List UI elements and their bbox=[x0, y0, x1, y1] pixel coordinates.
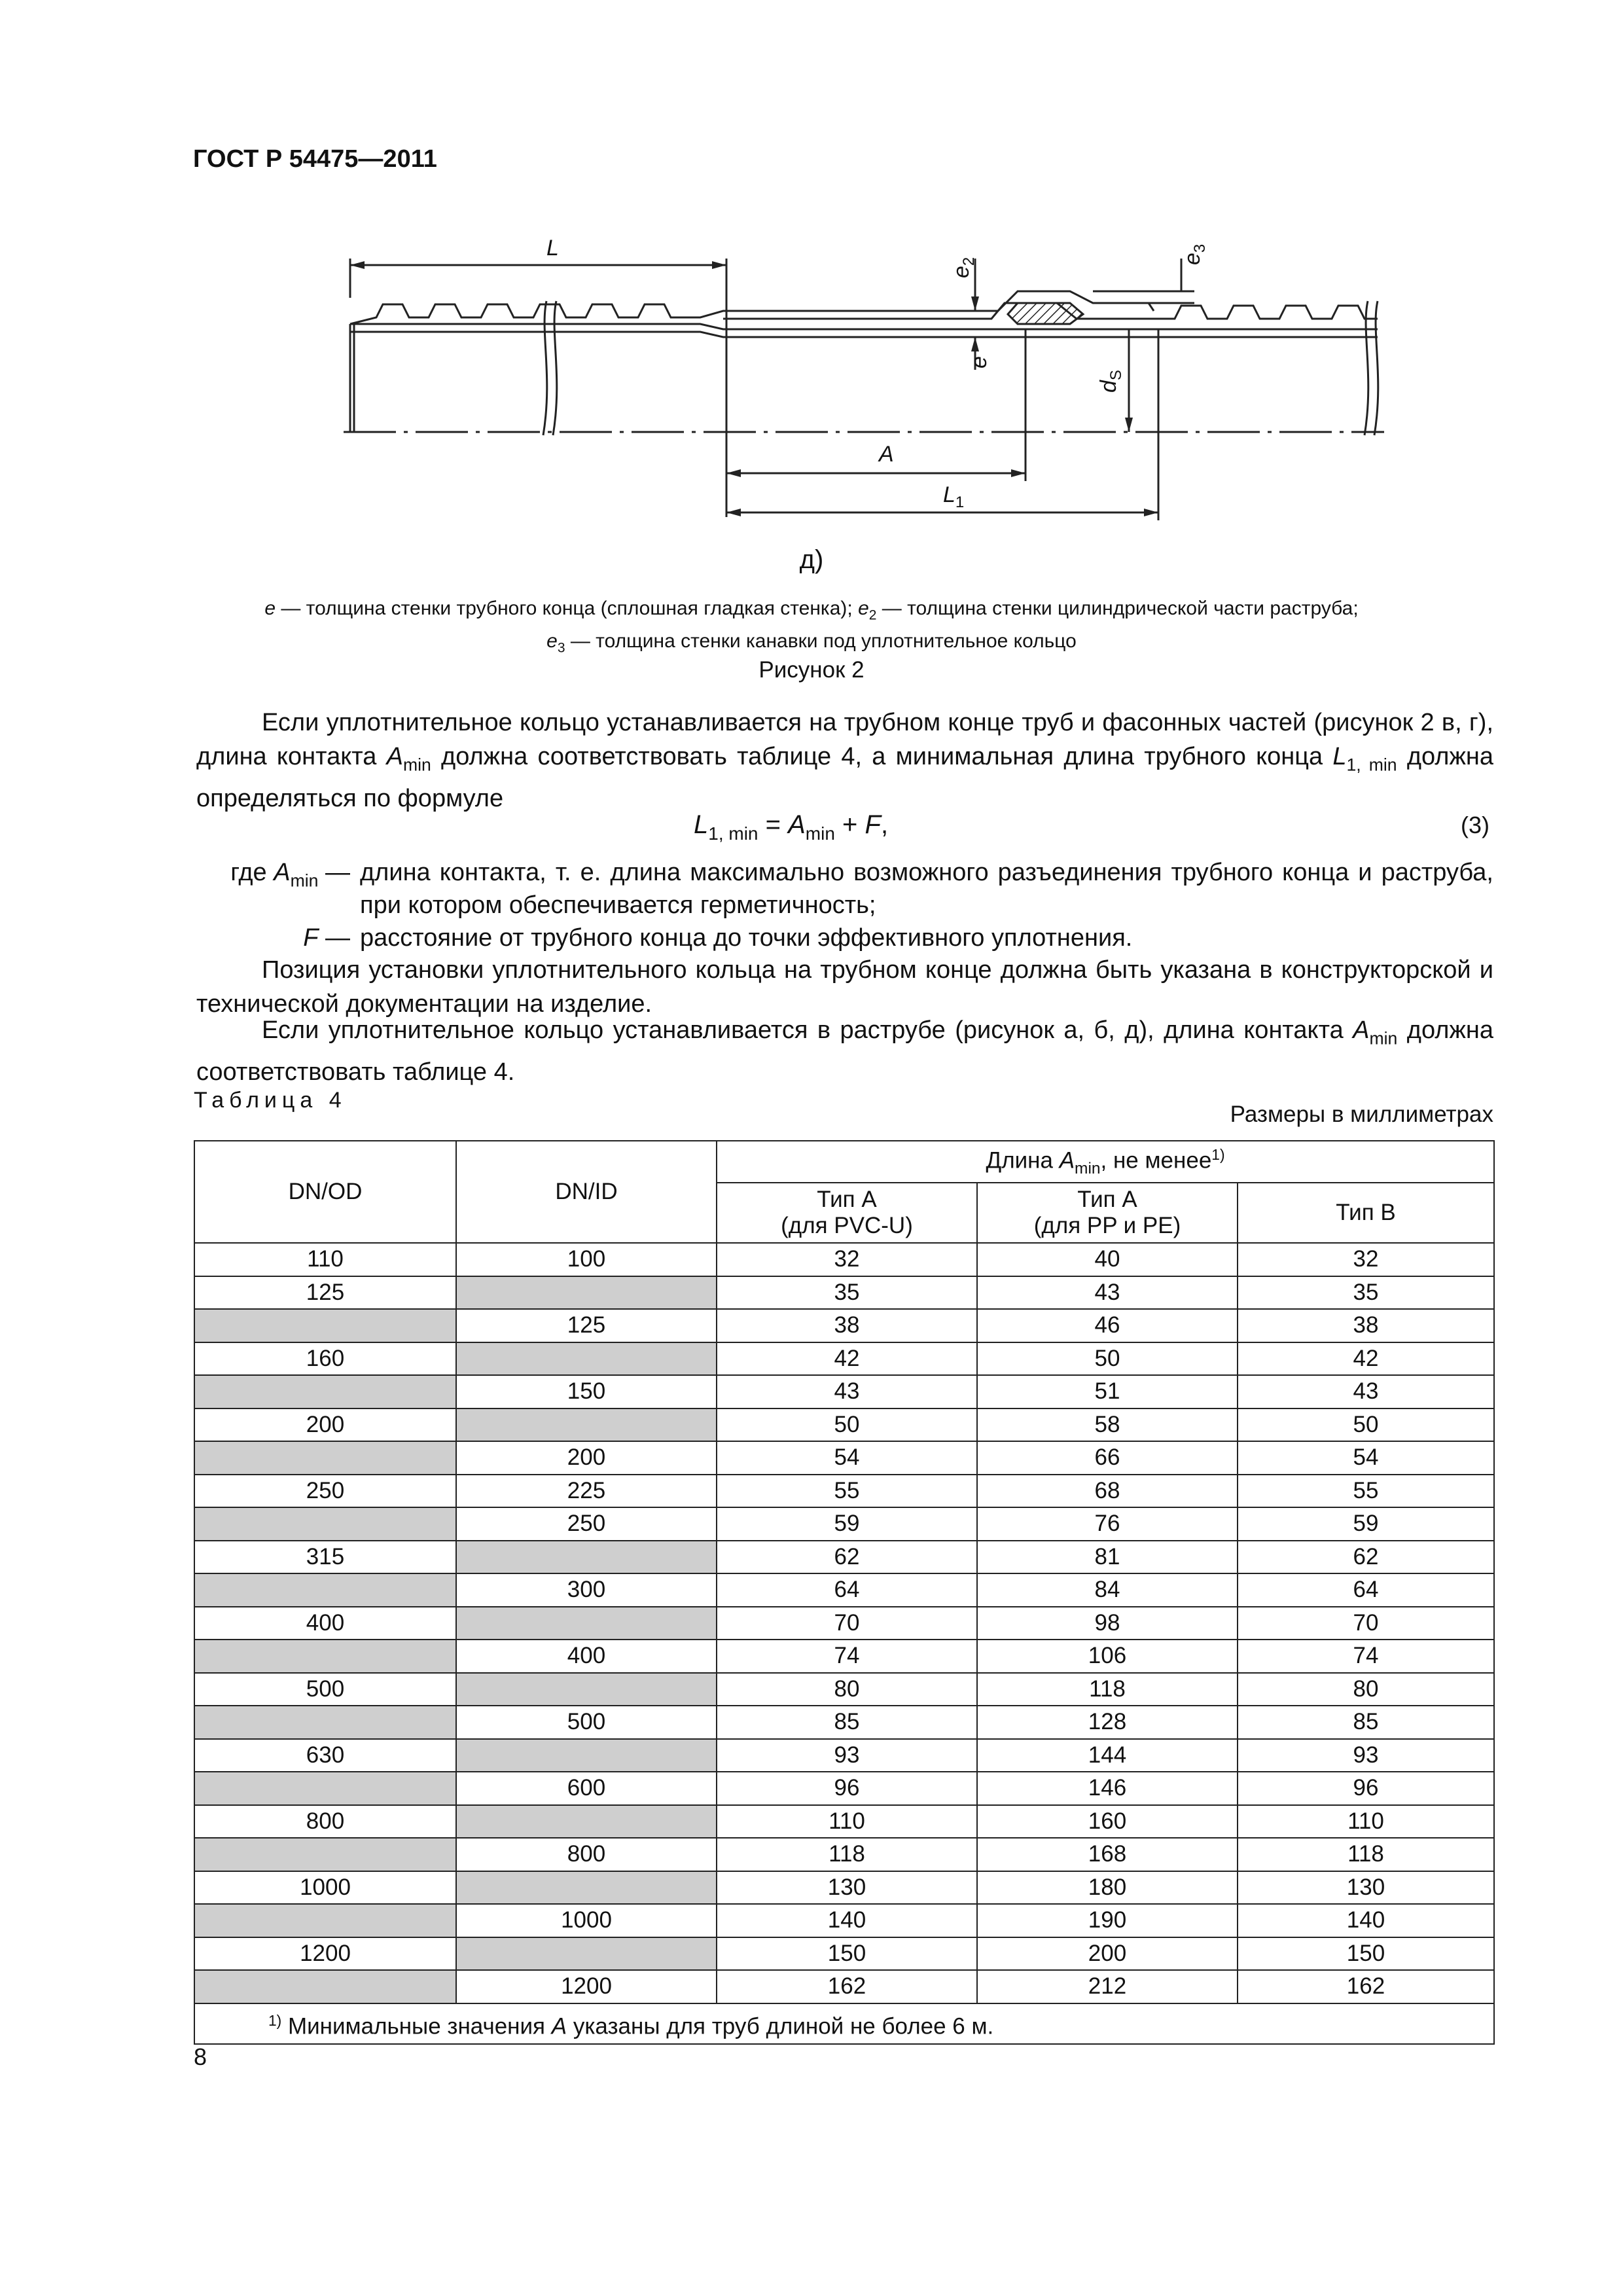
legend-line-1: e — толщина стенки трубного конца (сплошная гладкая стенка); $e_2$ — толщина стенки цилиндрической части раструба; bbox=[264, 598, 1359, 623]
document-code: ГОСТ Р 54475—2011 bbox=[193, 145, 437, 173]
label-e2: $e_2$ bbox=[949, 257, 978, 278]
table-cell: 42 bbox=[717, 1342, 977, 1376]
table-cell: 35 bbox=[1238, 1276, 1494, 1310]
table-row bbox=[194, 1375, 1494, 1408]
table-cell: 93 bbox=[1238, 1739, 1494, 1772]
table-cell bbox=[456, 1805, 717, 1839]
table-cell: 66 bbox=[977, 1441, 1238, 1475]
table-cell: 74 bbox=[1238, 1640, 1494, 1673]
table-cell bbox=[456, 1342, 717, 1376]
table-cell: 32 bbox=[1238, 1243, 1494, 1276]
table-cell: 500 bbox=[194, 1673, 456, 1706]
table-row bbox=[194, 1706, 1494, 1739]
table-row bbox=[194, 1276, 1494, 1310]
table-row bbox=[194, 1441, 1494, 1475]
table-footnote: $^{1)}$ Минимальные значения A указаны для труб длиной не более 6 м. bbox=[194, 2003, 1494, 2044]
table-cell: 70 bbox=[1238, 1607, 1494, 1640]
table-row bbox=[194, 1573, 1494, 1607]
table-cell: 250 bbox=[456, 1507, 717, 1541]
table-cell: 300 bbox=[456, 1573, 717, 1607]
table-cell: 64 bbox=[717, 1573, 977, 1607]
table-cell bbox=[194, 1706, 456, 1739]
table-row bbox=[194, 1607, 1494, 1640]
table-cell: 54 bbox=[1238, 1441, 1494, 1475]
table-row bbox=[194, 1475, 1494, 1508]
table-cell bbox=[456, 1408, 717, 1442]
table-cell: 42 bbox=[1238, 1342, 1494, 1376]
table-row bbox=[194, 1970, 1494, 2003]
table-cell: 50 bbox=[717, 1408, 977, 1442]
table-cell: 144 bbox=[977, 1739, 1238, 1772]
table-cell: 110 bbox=[194, 1243, 456, 1276]
table-cell bbox=[456, 1937, 717, 1971]
table-cell bbox=[456, 1276, 717, 1310]
table-cell: 130 bbox=[1238, 1871, 1494, 1905]
table-cell: 46 bbox=[977, 1309, 1238, 1342]
table-cell: 800 bbox=[194, 1805, 456, 1839]
table-cell bbox=[194, 1375, 456, 1408]
table-cell: 130 bbox=[717, 1871, 977, 1905]
where-term-amin: где $A_{min}$ — bbox=[230, 859, 350, 891]
table-cell: 212 bbox=[977, 1970, 1238, 2003]
label-A: A bbox=[879, 442, 894, 467]
header-dn-id: DN/ID bbox=[456, 1141, 717, 1243]
table-cell bbox=[194, 1507, 456, 1541]
table-cell: 32 bbox=[717, 1243, 977, 1276]
table-cell: 168 bbox=[977, 1838, 1238, 1871]
table-cell: 80 bbox=[1238, 1673, 1494, 1706]
table-cell: 70 bbox=[717, 1607, 977, 1640]
page-number: 8 bbox=[194, 2043, 207, 2070]
table-cell: 150 bbox=[456, 1375, 717, 1408]
table-cell: 62 bbox=[1238, 1541, 1494, 1574]
table-cell: 38 bbox=[717, 1309, 977, 1342]
table-cell: 1000 bbox=[194, 1871, 456, 1905]
table-cell: 76 bbox=[977, 1507, 1238, 1541]
table-cell: 51 bbox=[977, 1375, 1238, 1408]
table-cell: 140 bbox=[717, 1904, 977, 1937]
table-cell: 162 bbox=[1238, 1970, 1494, 2003]
table-cell: 146 bbox=[977, 1772, 1238, 1805]
table-cell: 160 bbox=[194, 1342, 456, 1376]
table-title: Таблица 4 bbox=[194, 1088, 347, 1113]
table-row bbox=[194, 1243, 1494, 1276]
table-cell: 162 bbox=[717, 1970, 977, 2003]
where-desc-f: расстояние от трубного конца до точки эффективного уплотнения. bbox=[360, 924, 1133, 952]
table-cell: 43 bbox=[717, 1375, 977, 1408]
table-cell: 106 bbox=[977, 1640, 1238, 1673]
table-cell: 400 bbox=[456, 1640, 717, 1673]
table-cell bbox=[194, 1772, 456, 1805]
table-cell: 500 bbox=[456, 1706, 717, 1739]
table-cell bbox=[456, 1871, 717, 1905]
table-cell bbox=[194, 1838, 456, 1871]
where-term-f: F — bbox=[303, 924, 350, 952]
formula-number: (3) bbox=[1461, 812, 1489, 838]
table-row bbox=[194, 1805, 1494, 1839]
table-cell bbox=[194, 1904, 456, 1937]
table-cell: 81 bbox=[977, 1541, 1238, 1574]
table-cell: 40 bbox=[977, 1243, 1238, 1276]
table-cell: 110 bbox=[717, 1805, 977, 1839]
table-cell: 38 bbox=[1238, 1309, 1494, 1342]
contact-length-table bbox=[194, 1140, 1495, 2045]
table-cell: 200 bbox=[456, 1441, 717, 1475]
table-cell: 96 bbox=[717, 1772, 977, 1805]
table-cell: 315 bbox=[194, 1541, 456, 1574]
table-cell bbox=[194, 1573, 456, 1607]
table-units: Размеры в миллиметрах bbox=[1230, 1102, 1493, 1127]
table-cell: 35 bbox=[717, 1276, 977, 1310]
table-cell: 125 bbox=[194, 1276, 456, 1310]
table-cell: 630 bbox=[194, 1739, 456, 1772]
table-row bbox=[194, 1673, 1494, 1706]
formula-3: $L_{1, min} = A_{min} + F$, bbox=[694, 810, 889, 844]
table-cell: 128 bbox=[977, 1706, 1238, 1739]
table-row bbox=[194, 1507, 1494, 1541]
table-cell bbox=[456, 1607, 717, 1640]
header-type-b: Тип В bbox=[1238, 1183, 1494, 1243]
pipe-joint-drawing bbox=[324, 219, 1404, 560]
table-body bbox=[194, 1243, 1494, 2003]
table-cell: 85 bbox=[1238, 1706, 1494, 1739]
table-row bbox=[194, 1640, 1494, 1673]
table-cell: 1000 bbox=[456, 1904, 717, 1937]
table-row bbox=[194, 1838, 1494, 1871]
table-cell: 68 bbox=[977, 1475, 1238, 1508]
table-cell bbox=[456, 1673, 717, 1706]
paragraph-3: Если уплотнительное кольцо устанавливается в раструбе (рисунок а, б, д), длина контакта $A_{min}$ должна соответствовать таблице 4. bbox=[196, 1016, 1493, 1086]
table-cell: 98 bbox=[977, 1607, 1238, 1640]
table-cell: 58 bbox=[977, 1408, 1238, 1442]
table-cell: 150 bbox=[1238, 1937, 1494, 1971]
label-ds: $d_S$ bbox=[1096, 370, 1125, 393]
table-cell: 1200 bbox=[194, 1937, 456, 1971]
table-cell: 110 bbox=[1238, 1805, 1494, 1839]
label-e3: $e_3$ bbox=[1180, 243, 1209, 265]
table-cell: 225 bbox=[456, 1475, 717, 1508]
legend-line-2: $e_3$ — толщина стенки канавки под уплотнительное кольцо bbox=[546, 630, 1077, 656]
figure-caption: Рисунок 2 bbox=[758, 657, 865, 683]
formula-explanation bbox=[196, 856, 1493, 961]
table-cell: 93 bbox=[717, 1739, 977, 1772]
table-cell: 118 bbox=[977, 1673, 1238, 1706]
table-row bbox=[194, 1342, 1494, 1376]
table-cell: 80 bbox=[717, 1673, 977, 1706]
table-cell: 200 bbox=[194, 1408, 456, 1442]
table-row bbox=[194, 1408, 1494, 1442]
table-cell: 400 bbox=[194, 1607, 456, 1640]
table-cell: 125 bbox=[456, 1309, 717, 1342]
table-cell: 50 bbox=[977, 1342, 1238, 1376]
label-e: e bbox=[967, 356, 991, 368]
table-cell: 150 bbox=[717, 1937, 977, 1971]
table-cell bbox=[194, 1441, 456, 1475]
table-cell: 55 bbox=[1238, 1475, 1494, 1508]
table-cell: 200 bbox=[977, 1937, 1238, 1971]
table-cell bbox=[194, 1970, 456, 2003]
table-cell: 62 bbox=[717, 1541, 977, 1574]
table-cell: 100 bbox=[456, 1243, 717, 1276]
table-cell: 54 bbox=[717, 1441, 977, 1475]
header-type-a-pp: Тип А (для PP и PE) bbox=[977, 1183, 1238, 1243]
table-cell: 43 bbox=[1238, 1375, 1494, 1408]
table-cell: 64 bbox=[1238, 1573, 1494, 1607]
header-type-a-pvc: Тип А (для PVC-U) bbox=[717, 1183, 977, 1243]
table-cell bbox=[194, 1309, 456, 1342]
table-cell: 180 bbox=[977, 1871, 1238, 1905]
table-cell: 1200 bbox=[456, 1970, 717, 2003]
table-cell: 85 bbox=[717, 1706, 977, 1739]
table-row bbox=[194, 1309, 1494, 1342]
table-cell: 59 bbox=[717, 1507, 977, 1541]
table-cell: 190 bbox=[977, 1904, 1238, 1937]
header-length-group: Длина $A_{min}$, не менее$^{1)}$ bbox=[717, 1141, 1494, 1183]
table-row bbox=[194, 1541, 1494, 1574]
table-cell: 74 bbox=[717, 1640, 977, 1673]
table-cell: 96 bbox=[1238, 1772, 1494, 1805]
figure-legend bbox=[196, 596, 1427, 662]
table-cell: 140 bbox=[1238, 1904, 1494, 1937]
table-cell: 84 bbox=[977, 1573, 1238, 1607]
table-row bbox=[194, 1772, 1494, 1805]
table-row bbox=[194, 1937, 1494, 1971]
where-desc-amin: длина контакта, т. е. длина максимально возможного разъединения трубного конца и раструба, при котором обеспечивается герметичность; bbox=[360, 859, 1493, 919]
table-cell: 43 bbox=[977, 1276, 1238, 1310]
table-cell: 800 bbox=[456, 1838, 717, 1871]
paragraph-1: Если уплотнительное кольцо устанавливается на трубном конце труб и фасонных частей (рисунок 2 в, г), длина контакта $A_{min}$ должна соответствовать таблице 4, а минимальная длина трубного конца $L_{1, min}$ должна определяться по формуле bbox=[196, 709, 1494, 813]
table-cell bbox=[194, 1640, 456, 1673]
figure-sublabel: д) bbox=[799, 545, 824, 574]
label-L: L bbox=[546, 236, 559, 260]
table-cell: 55 bbox=[717, 1475, 977, 1508]
paragraph-2: Позиция установки уплотнительного кольца на трубном конце должна быть указана в конструкторской и технической документации на изделие. bbox=[196, 956, 1493, 1018]
table-cell: 118 bbox=[717, 1838, 977, 1871]
table-cell bbox=[456, 1541, 717, 1574]
table-cell: 50 bbox=[1238, 1408, 1494, 1442]
table-row bbox=[194, 1739, 1494, 1772]
table-cell: 118 bbox=[1238, 1838, 1494, 1871]
table-cell: 600 bbox=[456, 1772, 717, 1805]
table-cell: 59 bbox=[1238, 1507, 1494, 1541]
table-cell: 250 bbox=[194, 1475, 456, 1508]
table-cell bbox=[456, 1739, 717, 1772]
table-row bbox=[194, 1904, 1494, 1937]
table-cell: 160 bbox=[977, 1805, 1238, 1839]
label-L1: $L_1$ bbox=[943, 482, 965, 511]
table-row bbox=[194, 1871, 1494, 1905]
header-dn-od: DN/OD bbox=[194, 1141, 456, 1243]
